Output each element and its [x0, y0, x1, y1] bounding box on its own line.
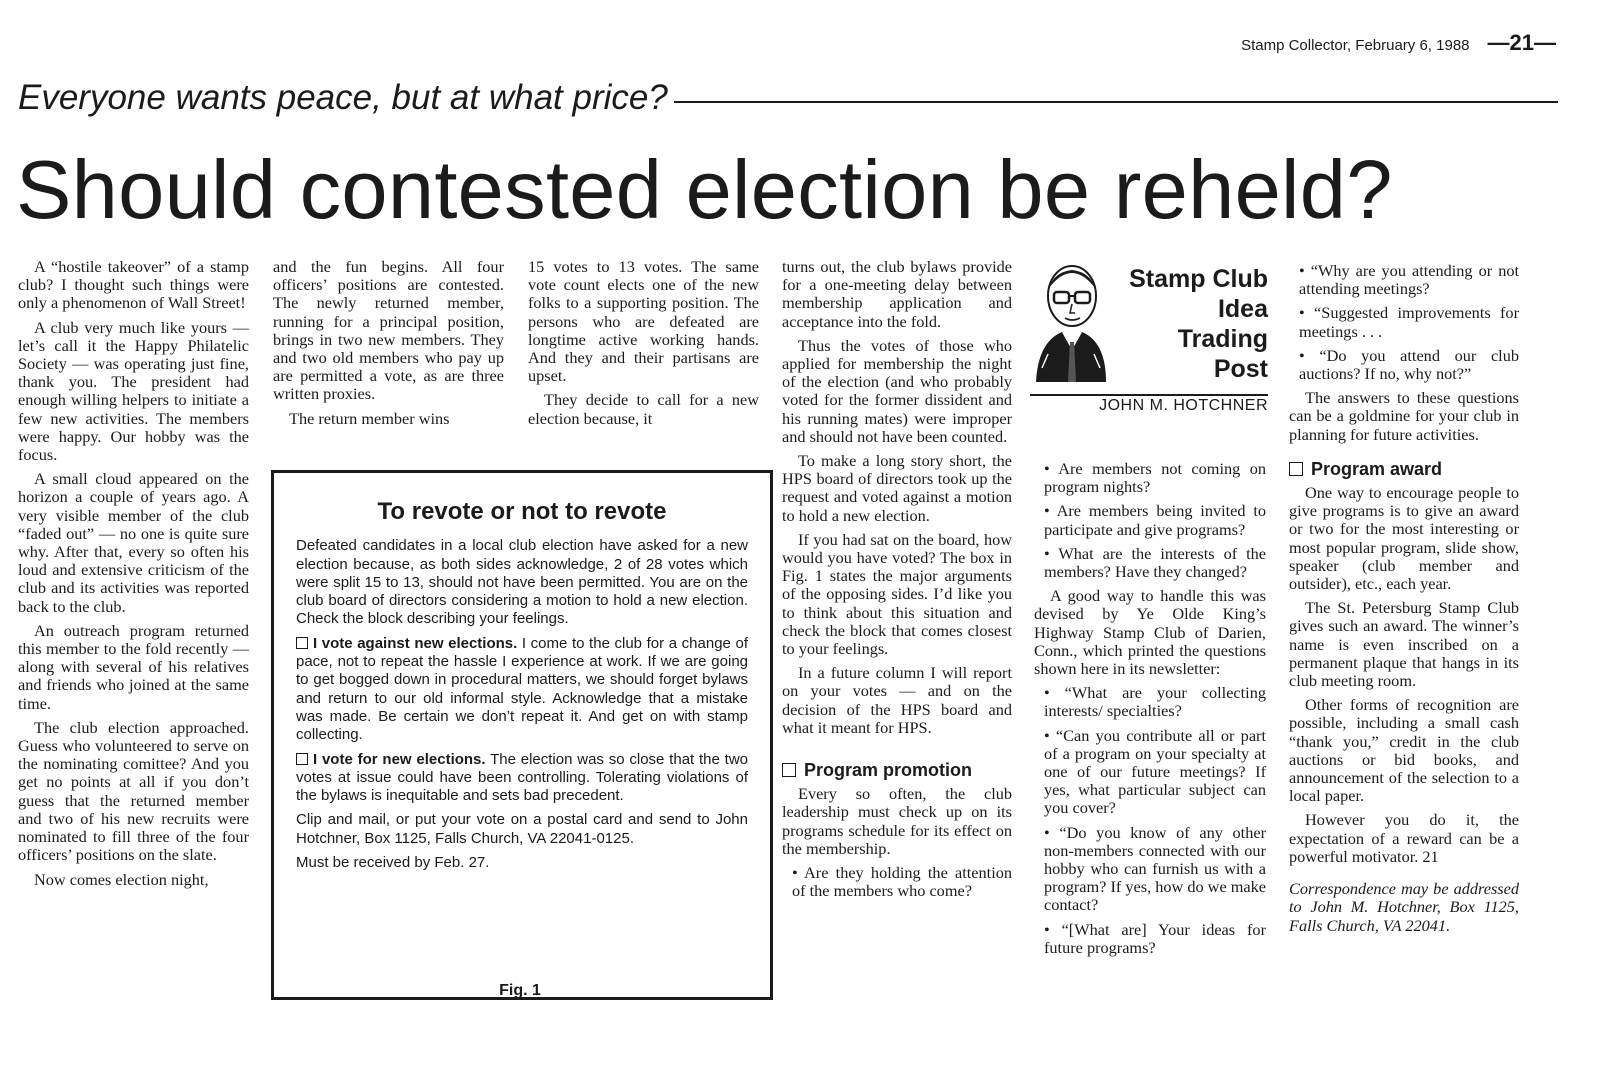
bullet-item: • Are they holding the attention of the members who come? — [792, 863, 1012, 901]
paragraph: Now comes election night, — [34, 869, 209, 889]
paragraph: The answers to these questions can be a goldmine for your club in planning for future activities. — [1289, 388, 1519, 444]
vote-for-checkbox[interactable] — [296, 753, 308, 765]
figure-caption: Fig. 1 — [499, 982, 541, 999]
article-column-2 — [273, 258, 504, 434]
ballot-intro: Defeated candidates in a local club election have asked for a new election because, as both sides acknowledge, 2 of 28 votes which were split 15 to 13, should not have been permitted. You are on the club board of directors considering a motion to hold a new election. Check the block describing your feelings. — [296, 537, 748, 628]
checkbox-square-icon — [782, 763, 796, 777]
article-column-5 — [1034, 460, 1266, 963]
paragraph: and the fun begins. All four officers’ positions are contested. The newly returned member, running for a principal position, brings in two new members. They and two old members who pay up are permitted a vote, as are three written proxies. — [273, 257, 504, 404]
article-column-1 — [18, 258, 249, 895]
kicker-text: Everyone wants peace, but at what price? — [18, 78, 668, 117]
vote-for-label: I vote for new elections. — [313, 750, 486, 768]
publication-dateline: Stamp Collector, February 6, 1988 — [1241, 37, 1470, 54]
column-author: JOHN M. HOTCHNER — [1099, 397, 1268, 414]
paragraph: The club election approached. Guess who volunteered to serve on the nominating comittee? And you get no points at all if you don’t guess that the returned member and two of his new recruits were nominated to fill three of the four officers’ positions on the slate. — [18, 717, 249, 865]
author-portrait-icon — [1032, 258, 1108, 384]
page-number: —21— — [1487, 30, 1556, 55]
paragraph: Every so often, the club leadership must check up on its programs schedule for its effect on the membership. — [782, 784, 1012, 858]
vote-against-checkbox[interactable] — [296, 637, 308, 649]
paragraph: Other forms of recognition are possible, including a small cash “thank you,” credit in the club auctions or bid books, and announcement of the selection to a local paper. — [1289, 695, 1519, 806]
revote-ballot-box — [271, 470, 773, 1000]
paragraph: An outreach program returned this member to the fold recently — along with several of his relatives and friends who joined at the same time. — [18, 620, 249, 713]
program-award-heading — [1289, 460, 1519, 478]
bullet-item: • “Suggested improvements for meetings . . . — [1299, 303, 1519, 341]
article-column-3 — [528, 258, 759, 434]
paragraph: One way to encourage people to give programs is to give an award or two for the most interesting or most popular program, slide show, speaker (club member and outsider), etc., each year. — [1289, 483, 1519, 594]
logo-line: Stamp Club — [1129, 265, 1268, 293]
bullet-item: • Are members not coming on program nights? — [1044, 459, 1266, 497]
ballot-option-against — [296, 635, 748, 745]
bullet-item: • “Can you contribute all or part of a program on your specialty at one of our future meetings? If yes, what particular subject can you cover? — [1044, 725, 1266, 818]
bullet-item: • “Why are you attending or not attending meetings? — [1299, 261, 1519, 299]
running-head — [1241, 30, 1556, 56]
headline: Should contested election be reheld? — [16, 143, 1393, 236]
bullet-item: • “What are your collecting interests/ specialties? — [1044, 683, 1266, 721]
bullet-item: • “Do you know of any other non-members connected with our hobby who can furnish us with a program? If yes, how do we make contact? — [1044, 822, 1266, 915]
kicker — [18, 78, 1558, 118]
paragraph: The return member wins — [289, 408, 450, 428]
paragraph: A good way to handle this was devised by Ye Olde King’s Highway Stamp Club of Darien, Conn., which printed the questions shown here in its newsletter: — [1034, 586, 1266, 679]
paragraph: turns out, the club bylaws provide for a one-meeting delay between membership application and acceptance into the fold. — [782, 257, 1012, 331]
program-promotion-heading-text: Program promotion — [804, 760, 973, 781]
logo-line: Post — [1213, 355, 1268, 383]
vote-against-text: I come to the club for a change of pace, not to repeat the hassle I experience at work. If we are going to get bogged down in procedural matters, we should forget bylaws and return to our old informal style. Acknowledge that a mistake was made. Be certain we don’t repeat it. And get on with stamp collecting. — [296, 634, 748, 744]
ballot-instructions: Clip and mail, or put your vote on a postal card and send to John Hotchner, Box 1125, Falls Church, VA 22041-0125. — [296, 811, 748, 847]
program-award-heading-text: Program award — [1311, 458, 1443, 479]
paragraph: A “hostile takeover” of a stamp club? I thought such things were only a phenomenon of Wall Street! — [18, 257, 249, 313]
ballot-title: To revote or not to revote — [377, 498, 667, 525]
paragraph: A club very much like yours — let’s call it the Happy Philatelic Society — was operating just fine, thank you. The president had enough willing helpers to initiate a few new activities. The members were happy. Our hobby was the focus. — [18, 317, 249, 465]
ballot-option-for — [296, 751, 748, 806]
paragraph: The St. Petersburg Stamp Club gives such an award. The winner’s name is even inscribed on a permanent plaque that hangs in its club meeting room. — [1289, 598, 1519, 691]
logo-line: Idea — [1217, 295, 1268, 323]
paragraph: 15 votes to 13 votes. The same vote count elects one of the new folks to a supporting position. The persons who are defeated are longtime active working hands. And they and their partisans are upset. — [528, 257, 759, 386]
article-column-6 — [1289, 262, 1519, 941]
article-column-4 — [782, 258, 1012, 907]
paragraph: They decide to call for a new election because, it — [528, 390, 759, 428]
bullet-item: • “Do you attend our club auctions? If no, why not?” — [1299, 345, 1519, 384]
column-logo-title — [1108, 264, 1268, 384]
kicker-rule — [674, 101, 1558, 103]
paragraph: In a future column I will report on your votes — and on the decision of the HPS board and what it meant for HPS. — [782, 663, 1012, 737]
checkbox-square-icon — [1289, 462, 1303, 476]
bullet-item: • Are members being invited to participate and give programs? — [1044, 501, 1266, 539]
paragraph: To make a long story short, the HPS board of directors took up the request and voted against a motion to hold a new election. — [782, 451, 1012, 525]
bullet-item: • “[What are] Your ideas for future programs? — [1044, 919, 1266, 957]
program-promotion-heading — [782, 761, 1012, 779]
column-logo — [1030, 258, 1268, 428]
vote-against-label: I vote against new elections. — [313, 634, 518, 652]
paragraph: A small cloud appeared on the horizon a couple of years ago. A very visible member of the club “faded out” — no one is quite sure why. After that, every so often his loud and extensive criticism of the club and its activities was reported back to the club. — [18, 469, 249, 616]
paragraph: However you do it, the expectation of a reward can be a powerful motivator. 21 — [1289, 810, 1519, 866]
correspondence-note: Correspondence may be addressed to John M. Hotchner, Box 1125, Falls Church, VA 22041. — [1289, 879, 1519, 935]
logo-rule — [1030, 394, 1268, 396]
paragraph: Thus the votes of those who applied for membership the night of the election (and who probably voted for the former dissident and his running mates) were improper and should not have been counted. — [782, 335, 1012, 446]
ballot-deadline: Must be received by Feb. 27. — [296, 854, 490, 872]
paragraph: If you had sat on the board, how would you have voted? The box in Fig. 1 states the major arguments of the opposing sides. I’d like you to think about this situation and check the block that comes closest to your feelings. — [782, 529, 1012, 659]
vote-for-text: The election was so close that the two votes at issue could have been controlling. Tolerating violations of the bylaws is inequitable and sets bad precedent. — [296, 750, 748, 805]
bullet-item: • What are the interests of the members? Have they changed? — [1044, 543, 1266, 582]
logo-line: Trading — [1177, 325, 1268, 353]
